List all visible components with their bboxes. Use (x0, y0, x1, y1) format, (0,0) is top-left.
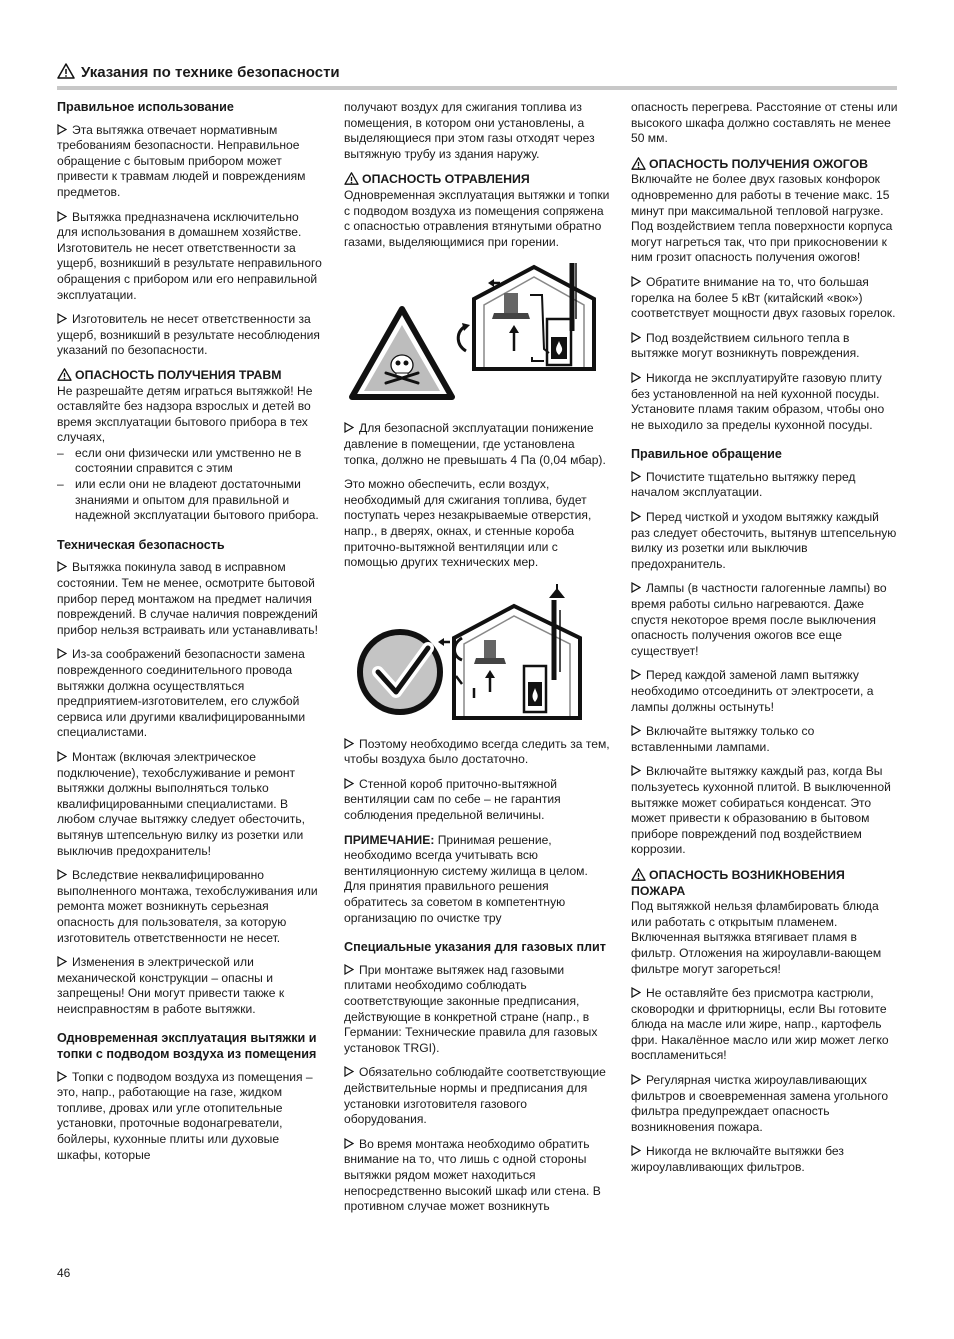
paragraph: Включайте не более двух газовых конфорок одновременно для работы в течение макс. 15 минут при максимальной тепловой нагрузке. Под воздействием тепла поверхности корпуса могут нагреться так, что при прикосновении к ним грозит опасность получения ожогов! (631, 172, 893, 265)
triangle-bullet-icon (57, 313, 67, 324)
paragraph-text: Эта вытяжка отвечает нормативным требованиям безопасности. Неправильное обращение с бытовым прибором может привести к травмам людей и повреждениям предметов. (57, 122, 306, 199)
paragraph (57, 312, 322, 359)
paragraph (57, 123, 322, 201)
triangle-bullet-icon (631, 765, 641, 776)
heading-proper-handling: Правильное обращение (631, 447, 782, 462)
dash-list (57, 446, 322, 524)
paragraph: Почистите тщательно вытяжку перед началом эксплуатации. (631, 469, 856, 500)
page-number: 46 (57, 1266, 71, 1280)
triangle-bullet-icon (57, 956, 67, 967)
warning-triangle-icon (344, 172, 359, 185)
column-3 (631, 100, 899, 1185)
paragraph: Монтаж (включая электрическое подключение), техобслуживание и ремонт вытяжки должны выполняться только квалифицированными специалистами. В любом случае вытяжку следует обесточить, вытянув штепсельную вилку из розетки или выключив предохранитель! (57, 749, 306, 858)
paragraph: Обязательно соблюдайте соответствующие действительные нормы и предписания для установки изготовителя газового оборудования. (344, 1065, 606, 1127)
paragraph: Никогда не эксплуатируйте газовую плиту без установленной на ней кухонной посуды. Установите пламя таким образом, чтобы оно не выходило за пределы кухонной посуды. (631, 370, 885, 432)
triangle-bullet-icon (631, 987, 641, 998)
header-rule (57, 86, 897, 90)
paragraph: Включайте вытяжку только со вставленными лампами. (631, 724, 815, 754)
triangle-bullet-icon (631, 582, 641, 593)
paragraph-text: Вытяжка предназначена исключительно для использования в домашнем хозяйстве. Изготовитель не несет ответственности за ущерб, возникший в результате неправильного обращения с прибором или его неправильной эксплуатации. (57, 209, 322, 302)
warning-heading-poisoning: ОПАСНОСТЬ ОТРАВЛЕНИЯ (344, 172, 612, 188)
safe-ventilation-illustration (344, 580, 609, 725)
paragraph: Вытяжка покинула завод в исправном состоянии. Тем не менее, осмотрите бытовой прибор перед монтажом на предмет наличия повреждений. В случае наличия повреждений прибор нельзя встраивать или устанавливать! (57, 560, 318, 637)
paragraph: Одновременная эксплуатация вытяжки и топки с подводом воздуха из помещения сопряжена с опасностью отравления втянутыми обратно газами, выделяющимися при горении. (344, 187, 610, 249)
paragraph: Из-за соображений безопасности замена поврежденного соединительного провода вытяжки должна осуществляться предприятием-изготовителем, его службой сервиса или другими квалифицированными специалистами. (57, 647, 306, 740)
page-title: Указания по технике безопасности (81, 64, 340, 81)
heading-technical-safety: Техническая безопасность (57, 537, 225, 552)
warning-triangle-icon (57, 63, 75, 79)
triangle-bullet-icon (631, 1145, 641, 1156)
triangle-bullet-icon (57, 561, 67, 572)
paragraph: Поэтому необходимо всегда следить за тем, чтобы воздуха было достаточно. (344, 736, 610, 767)
paragraph: Это можно обеспечить, если воздух, необходимый для сжигания топлива, будет поступать через незакрываемые отверстия, напр., в дверях, окнах, и стенные короба приточно-вытяжной вентиляции или с помощью других технических мер. (344, 477, 592, 570)
paragraph: Стенной короб приточно-вытяжной вентиляции сам по себе – не гарантия соблюдения предельной величины. (344, 776, 561, 823)
paragraph: При монтаже вытяжек над газовыми плитами необходимо соблюдать соответствующие законные предписания, действующие в конкретной стране (напр., в Германии: Технические правила для газовых установок TRGI). (344, 962, 598, 1055)
triangle-bullet-icon (344, 778, 354, 789)
paragraph: опасность перегрева. Расстояние от стены или высокого шкафа должно составлять не менее 50 мм. (631, 100, 898, 146)
triangle-bullet-icon (631, 372, 641, 383)
column-1 (57, 100, 322, 1172)
paragraph: получают воздух для сжигания топлива из помещения, в котором они установлены, а выделяющиеся при этом газы отходят через вытяжную трубу из здания наружу. (344, 100, 595, 161)
paragraph: Регулярная чистка жироулавливающих фильтров и своевременная замена угольного фильтра предупреждает опасность возникновения пожара. (631, 1073, 889, 1134)
warning-heading-injury: ОПАСНОСТЬ ПОЛУЧЕНИЯ ТРАВМ (57, 368, 322, 384)
triangle-bullet-icon (57, 1071, 67, 1082)
triangle-bullet-icon (344, 1138, 354, 1149)
triangle-bullet-icon (344, 1066, 354, 1077)
triangle-bullet-icon (631, 669, 641, 680)
warning-triangle-icon (631, 157, 646, 170)
paragraph: Не разрешайте детям играться вытяжкой! Не оставляйте без надзора взрослых и детей во время эксплуатации бытового прибора в тех случаях, (57, 383, 313, 445)
paragraph: Под воздействием сильного тепла в вытяжке могут возникнуть повреждения. (631, 330, 860, 361)
triangle-bullet-icon (57, 751, 67, 762)
paragraph: Перед каждой заменой ламп вытяжку необходимо отсоединить от электросети, а лампы должны остынуть! (631, 668, 874, 714)
triangle-bullet-icon (631, 511, 641, 522)
paragraph: Никогда не включайте вытяжки без жироулавливающих фильтров. (631, 1144, 844, 1175)
warning-triangle-icon (57, 368, 72, 381)
heading-gas-stoves: Специальные указания для газовых плит (344, 940, 606, 955)
triangle-bullet-icon (57, 211, 67, 222)
paragraph: Не оставляйте без присмотра кастрюли, сковородки и фритюрницы, если Вы готовите блюда на масле или жире, напр., картофель фри. Накалённое масло или жир может легко воспламениться! (631, 986, 889, 1063)
paragraph-text: Изготовитель не несет ответственности за ущерб, возникший в результате несоблюдения указаний по безопасности. (57, 312, 320, 358)
list-item: – если они физически или умственно не в состоянии справится с этим (57, 446, 322, 477)
note-label: ПРИМЕЧАНИЕ: (344, 832, 435, 847)
triangle-bullet-icon (344, 964, 354, 975)
warning-triangle-icon (631, 868, 646, 881)
triangle-bullet-icon (57, 648, 67, 659)
poisoning-hazard-illustration (344, 259, 609, 409)
paragraph: Топки с подводом воздуха из помещения – это, напр., работающие на газе, жидком топливе, дровах или угле отопительные установки, проточные водонагреватели, бойлеры, кухонные плиты или духовые шкафы, которые (57, 1069, 313, 1162)
heading-simultaneous-operation: Одновременная эксплуатация вытяжки и топки с подводом воздуха из помещения (57, 1031, 317, 1062)
paragraph: Изменения в электрической или механической конструкции – опасны и запрещены! Они могут привести также к неисправностям в работе вытяжки. (57, 955, 285, 1016)
paragraph: Перед чисткой и уходом вытяжку каждый раз следует обесточить, вытянув штепсельную вилку из розетки или выключив предохранитель. (631, 510, 897, 571)
triangle-bullet-icon (631, 725, 641, 736)
paragraph: Для безопасной эксплуатации понижение давление в помещении, где установлена топка, должно не превышать 4 Па (0,04 мбар). (344, 421, 606, 467)
list-item: – или если они не владеют достаточными знаниями и опытом для правильной и надежной эксплуатации бытового прибора. (57, 477, 322, 524)
warning-heading-burns: ОПАСНОСТЬ ПОЛУЧЕНИЯ ОЖОГОВ (631, 157, 899, 173)
triangle-bullet-icon (631, 471, 641, 482)
paragraph: Лампы (в частности галогенные лампы) во время работы сильно нагреваются. Даже спустя некоторое время после выключения опасность получения ожогов все еще существует! (631, 581, 887, 658)
triangle-bullet-icon (631, 332, 641, 343)
paragraph: Обратите внимание на то, что большая горелка на более 5 кВт (китайский «вок») соответствует мощности двух газовых горелок. (631, 274, 896, 321)
warning-heading-fire: ОПАСНОСТЬ ВОЗНИКНОВЕНИЯ ПОЖАРА (631, 867, 845, 898)
note-paragraph: ПРИМЕЧАНИЕ: Принимая решение, необходимо всегда учитывать всю вентиляционную систему жилища в целом. Для принятия правильного решения обратитесь за советом в компетентную организацию по очистке тру (344, 832, 588, 925)
paragraph: Под вытяжкой нельзя фламбировать блюда или работать с открытым пламенем. Включенная вытяжка втягивает пламя в фильтр. Отложения на жироулавли-вающем фильтре могут загореться! (631, 899, 882, 976)
paragraph: Во время монтажа необходимо обратить внимание на то, что лишь с одной стороны вытяжки рядом может находиться непосредственно высокий шкаф или стена. В противном случае может возникнуть (344, 1136, 601, 1214)
triangle-bullet-icon (344, 422, 354, 433)
triangle-bullet-icon (631, 1074, 641, 1085)
triangle-bullet-icon (344, 738, 354, 749)
paragraph: Включайте вытяжку каждый раз, когда Вы пользуетесь кухонной плитой. В выключенной вытяжке может собираться конденсат. Это может привести к образованию в бытовом приборе повреждений под воздействием коррозии. (631, 764, 891, 857)
triangle-bullet-icon (57, 124, 67, 135)
paragraph: Вследствие неквалифицированно выполненного монтажа, техобслуживания или ремонта может возникнуть серьезная опасность для пользователя, за которую изготовитель ответственности не несет. (57, 868, 318, 945)
paragraph (57, 210, 322, 304)
triangle-bullet-icon (631, 276, 641, 287)
heading-proper-use: Правильное использование (57, 100, 234, 114)
column-2 (344, 100, 612, 1224)
triangle-bullet-icon (57, 869, 67, 880)
